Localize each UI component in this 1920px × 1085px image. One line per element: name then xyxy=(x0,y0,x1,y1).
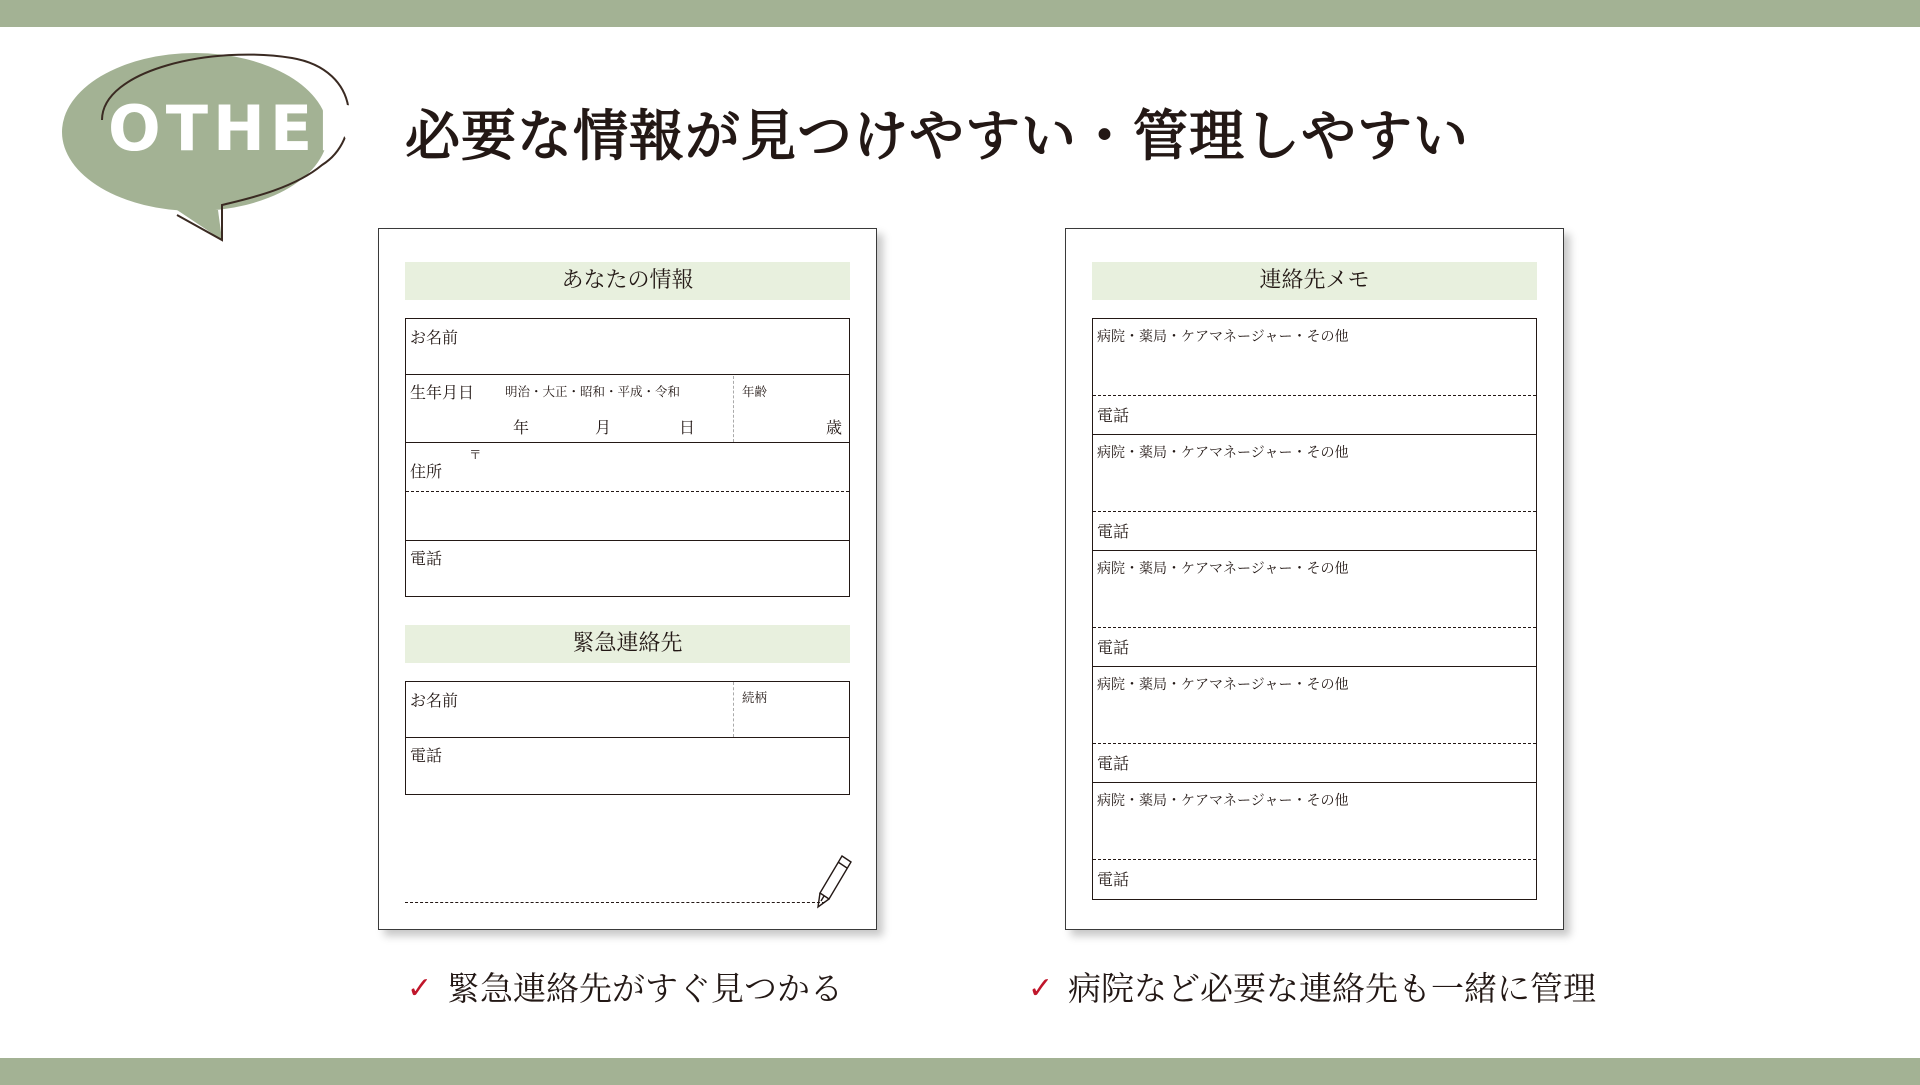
relation-label: 続柄 xyxy=(742,690,768,705)
contact-entry xyxy=(1093,783,1536,899)
caption-right: 病院など必要な連絡先も一緒に管理 xyxy=(1068,969,1596,1008)
contact-phone-label: 電話 xyxy=(1097,870,1130,889)
contact-category: 病院・薬局・ケアマネージャー・その他 xyxy=(1097,329,1349,345)
section-title-contact-memo: 連絡先メモ xyxy=(1092,262,1537,300)
age-unit: 歳 xyxy=(826,418,843,437)
emergency-phone-label: 電話 xyxy=(410,746,443,765)
contact-phone-label: 電話 xyxy=(1097,406,1130,425)
era-options: 明治・大正・昭和・平成・令和 xyxy=(505,384,681,399)
address-label: 住所 xyxy=(410,462,443,481)
birth-date-label: 生年月日 xyxy=(410,383,475,402)
section-title-emergency: 緊急連絡先 xyxy=(405,625,850,663)
postal-mark: 〒 xyxy=(469,447,482,462)
name-label: お名前 xyxy=(410,328,459,347)
personal-info-sheet xyxy=(378,228,877,930)
emergency-contact-form xyxy=(405,681,850,795)
contact-category: 病院・薬局・ケアマネージャー・その他 xyxy=(1097,445,1349,461)
age-divider xyxy=(733,376,734,442)
contact-phone-label: 電話 xyxy=(1097,638,1130,657)
memo-line xyxy=(405,902,825,903)
check-icon: ✓ xyxy=(1028,971,1054,1006)
badge-label: OTHER xyxy=(108,92,370,165)
relation-divider xyxy=(733,682,734,737)
contact-category: 病院・薬局・ケアマネージャー・その他 xyxy=(1097,793,1349,809)
phone-label: 電話 xyxy=(410,549,443,568)
contact-entry xyxy=(1093,319,1536,435)
section-title-your-info: あなたの情報 xyxy=(405,262,850,300)
contact-phone-label: 電話 xyxy=(1097,754,1130,773)
contact-entry xyxy=(1093,435,1536,551)
month-label: 月 xyxy=(595,418,612,437)
contact-memo-form xyxy=(1092,318,1537,900)
contact-category: 病院・薬局・ケアマネージャー・その他 xyxy=(1097,677,1349,693)
bottom-band xyxy=(0,1058,1920,1085)
caption-left: 緊急連絡先がすぐ見つかる xyxy=(447,969,843,1008)
contact-memo-sheet xyxy=(1065,228,1564,930)
day-label: 日 xyxy=(679,418,696,437)
pencil-icon xyxy=(816,853,854,911)
page-title: 必要な情報が見つけやすい・管理しやすい xyxy=(405,104,1470,168)
check-icon: ✓ xyxy=(407,971,433,1006)
age-label: 年齢 xyxy=(742,384,768,399)
emergency-name-label: お名前 xyxy=(410,691,459,710)
year-label: 年 xyxy=(513,418,530,437)
your-info-form xyxy=(405,318,850,597)
contact-entry xyxy=(1093,551,1536,667)
contact-phone-label: 電話 xyxy=(1097,522,1130,541)
top-band xyxy=(0,0,1920,27)
contact-entry xyxy=(1093,667,1536,783)
contact-category: 病院・薬局・ケアマネージャー・その他 xyxy=(1097,561,1349,577)
